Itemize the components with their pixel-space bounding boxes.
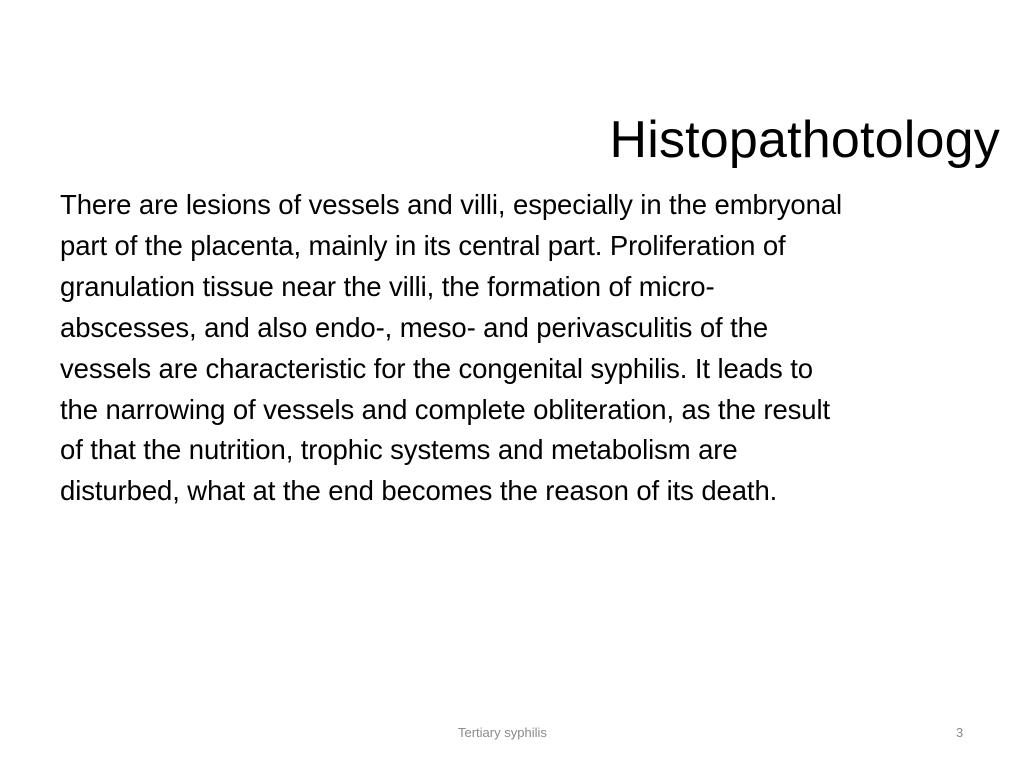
body-line: the narrowing of vessels and complete obliteration, as the result <box>60 393 831 425</box>
page-number: 3 <box>956 725 964 740</box>
body-line: granulation tissue near the villi, the formation of micro- <box>60 270 715 302</box>
body-line: disturbed, what at the end becomes the reason of its death. <box>60 475 778 507</box>
body-line: There are lesions of vessels and villi, especially in the embryonal <box>60 189 843 220</box>
body-line: vessels are characteristic for the congenital syphilis. It leads to <box>60 352 813 384</box>
body-line: part of the placenta, mainly in its central part. Proliferation of <box>60 229 786 261</box>
footer-text: Tertiary syphilis <box>458 725 547 740</box>
body-line: of that the nutrition, trophic systems and metabolism are <box>60 434 738 466</box>
body-line: abscesses, and also endo-, meso- and perivasculitis of the <box>60 311 769 343</box>
slide-body <box>60 185 970 512</box>
slide-title: Histopathotology <box>609 111 1000 169</box>
